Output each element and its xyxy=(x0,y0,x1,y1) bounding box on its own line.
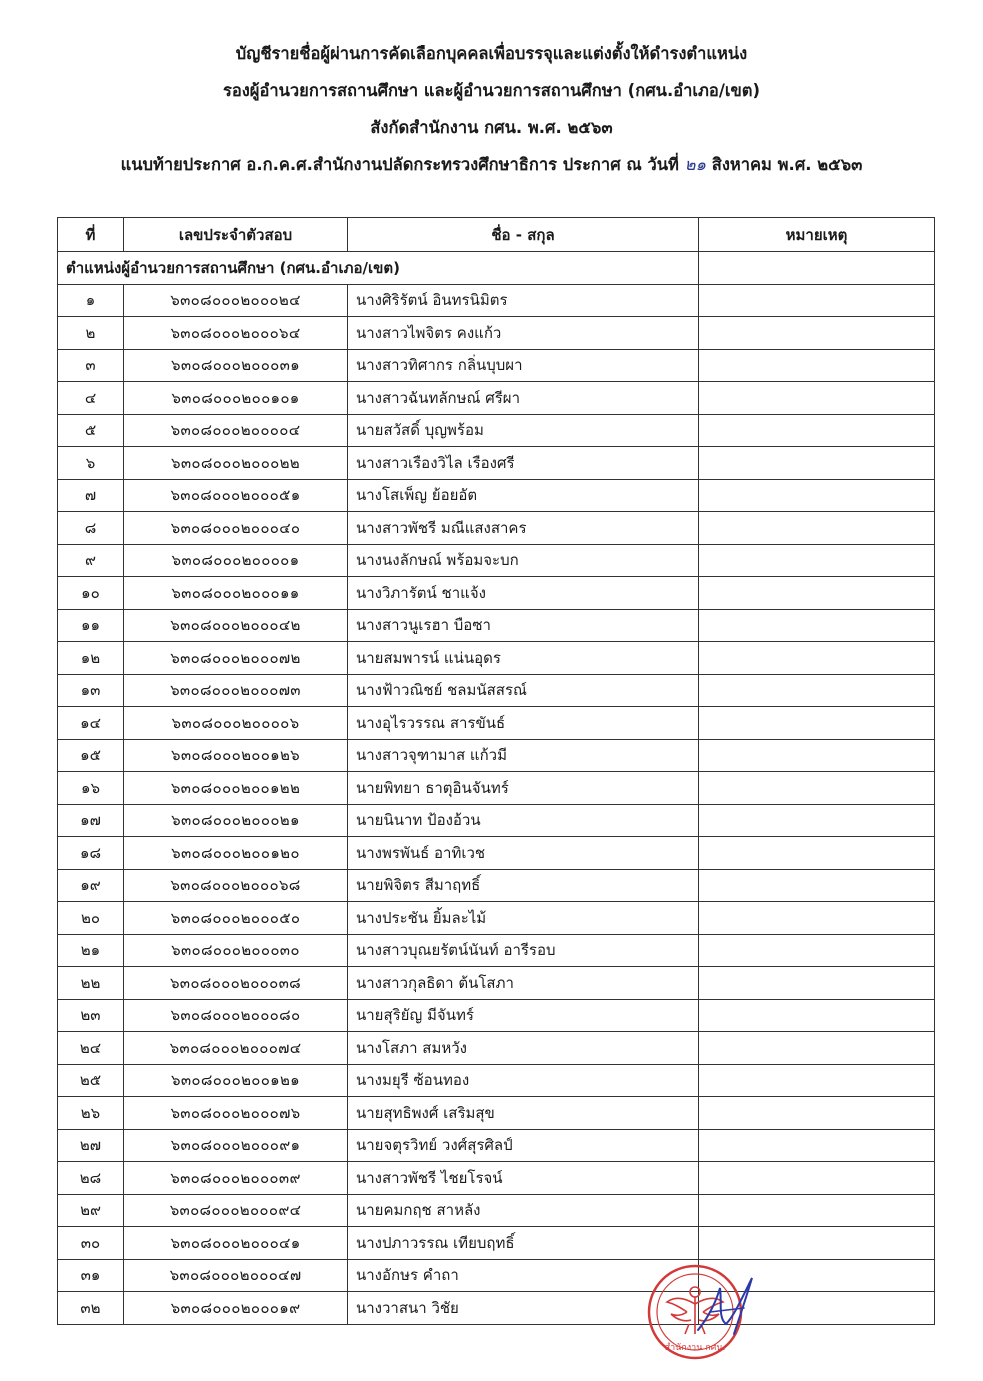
table-row xyxy=(58,1162,935,1195)
name-cell: นางพรพันธ์ อาทิเวช xyxy=(348,837,699,870)
table-row xyxy=(58,967,935,1000)
signature-stroke xyxy=(698,1278,752,1334)
table-row xyxy=(58,804,935,837)
row-number: ๑๕ xyxy=(58,739,124,772)
row-number: ๒๓ xyxy=(58,999,124,1032)
table-row xyxy=(58,1259,935,1292)
table-row xyxy=(58,999,935,1032)
row-number: ๒ xyxy=(58,317,124,350)
remark-cell xyxy=(699,1032,935,1065)
title-line-4 xyxy=(0,155,983,175)
exam-id-cell: ๖๓๐๘๐๐๐๒๐๐๐๐๖ xyxy=(124,707,348,740)
name-cell: นางสาวพัชรี ไชยโรจน์ xyxy=(348,1162,699,1195)
remark-cell xyxy=(699,284,935,317)
name-cell: นางปภาวรรณ เทียบฤทธิ์ xyxy=(348,1227,699,1260)
table-row xyxy=(58,577,935,610)
table-row xyxy=(58,1227,935,1260)
exam-id-cell: ๖๓๐๘๐๐๐๒๐๐๐๕๐ xyxy=(124,902,348,935)
table-header-row xyxy=(58,218,935,252)
remark-cell xyxy=(699,707,935,740)
name-cell: นางสาวกุลธิดา ต้นโสภา xyxy=(348,967,699,1000)
table-row xyxy=(58,414,935,447)
exam-id-cell: ๖๓๐๘๐๐๐๒๐๐๐๙๑ xyxy=(124,1129,348,1162)
exam-id-cell: ๖๓๐๘๐๐๐๒๐๐๐๓๐ xyxy=(124,934,348,967)
name-cell: นายสุริยัญ มีจันทร์ xyxy=(348,999,699,1032)
remark-cell xyxy=(699,349,935,382)
exam-id-cell: ๖๓๐๘๐๐๐๒๐๐๐๖๘ xyxy=(124,869,348,902)
exam-id-cell: ๖๓๐๘๐๐๐๒๐๐๐๒๑ xyxy=(124,804,348,837)
row-number: ๗ xyxy=(58,479,124,512)
exam-id-cell: ๖๓๐๘๐๐๐๒๐๐๐๓๙ xyxy=(124,1162,348,1195)
exam-id-cell: ๖๓๐๘๐๐๐๒๐๐๐๓๑ xyxy=(124,349,348,382)
remark-cell xyxy=(699,837,935,870)
table-row xyxy=(58,1032,935,1065)
candidate-table xyxy=(57,217,935,1325)
name-cell: นางอุไรวรรณ สารขันธ์ xyxy=(348,707,699,740)
row-number: ๓ xyxy=(58,349,124,382)
table-row xyxy=(58,349,935,382)
seal-label: สำนักงาน กศน. xyxy=(664,1343,726,1353)
name-cell: นางฟ้าวณิชย์ ชลมนัสสรณ์ xyxy=(348,674,699,707)
name-cell: นางสาวทิศากร กลิ่นบุบผา xyxy=(348,349,699,382)
table-row xyxy=(58,1064,935,1097)
remark-cell xyxy=(699,869,935,902)
exam-id-cell: ๖๓๐๘๐๐๐๒๐๐๐๐๑ xyxy=(124,544,348,577)
exam-id-cell: ๖๓๐๘๐๐๐๒๐๐๐๔๒ xyxy=(124,609,348,642)
table-row xyxy=(58,869,935,902)
table-row xyxy=(58,1194,935,1227)
row-number: ๒๙ xyxy=(58,1194,124,1227)
name-cell: นางมยุรี ซ้อนทอง xyxy=(348,1064,699,1097)
name-cell: นางสาวไพจิตร คงแก้ว xyxy=(348,317,699,350)
name-cell: นางวาสนา วิชัย xyxy=(348,1292,699,1325)
row-number: ๑๘ xyxy=(58,837,124,870)
name-cell: นายสวัสดิ์ บุญพร้อม xyxy=(348,414,699,447)
announcement-suffix: สิงหาคม พ.ศ. ๒๕๖๓ xyxy=(711,155,863,174)
row-number: ๑๙ xyxy=(58,869,124,902)
exam-id-cell: ๖๓๐๘๐๐๐๒๐๐๑๒๖ xyxy=(124,739,348,772)
row-number: ๑๑ xyxy=(58,609,124,642)
table-row xyxy=(58,674,935,707)
table-row xyxy=(58,1097,935,1130)
row-number: ๑๔ xyxy=(58,707,124,740)
signature-underline xyxy=(710,1308,744,1312)
remark-cell xyxy=(699,1064,935,1097)
table-row xyxy=(58,512,935,545)
exam-id-cell: ๖๓๐๘๐๐๐๒๐๐๐๓๘ xyxy=(124,967,348,1000)
row-number: ๒๕ xyxy=(58,1064,124,1097)
col-header-name: ชื่อ - สกุล xyxy=(348,218,699,252)
section-remark-cell xyxy=(699,252,935,285)
name-cell: นางประชัน ยิ้มละไม้ xyxy=(348,902,699,935)
announcement-day: ๒๑ xyxy=(684,155,706,174)
announcement-prefix: แนบท้ายประกาศ อ.ก.ค.ศ.สำนักงานปลัดกระทรวงศึกษาธิการ ประกาศ ณ วันที่ xyxy=(120,155,679,174)
signature-icon xyxy=(690,1268,760,1344)
exam-id-cell: ๖๓๐๘๐๐๐๒๐๐๐๕๑ xyxy=(124,479,348,512)
name-cell: นายสมพารน์ แน่นอุดร xyxy=(348,642,699,675)
remark-cell xyxy=(699,674,935,707)
name-cell: นางสาวฉันทลักษณ์ ศรีผา xyxy=(348,382,699,415)
table-row xyxy=(58,317,935,350)
remark-cell xyxy=(699,1162,935,1195)
row-number: ๑๓ xyxy=(58,674,124,707)
remark-cell xyxy=(699,1194,935,1227)
table-row xyxy=(58,837,935,870)
remark-cell xyxy=(699,1227,935,1260)
exam-id-cell: ๖๓๐๘๐๐๐๒๐๐๐๗๓ xyxy=(124,674,348,707)
remark-cell xyxy=(699,1097,935,1130)
row-number: ๓๑ xyxy=(58,1259,124,1292)
remark-cell xyxy=(699,902,935,935)
row-number: ๒๗ xyxy=(58,1129,124,1162)
document-header xyxy=(0,44,983,192)
row-number: ๑๒ xyxy=(58,642,124,675)
table-row xyxy=(58,707,935,740)
section-row xyxy=(58,252,935,285)
exam-id-cell: ๖๓๐๘๐๐๐๒๐๐๑๐๑ xyxy=(124,382,348,415)
exam-id-cell: ๖๓๐๘๐๐๐๒๐๐๐๙๔ xyxy=(124,1194,348,1227)
table-row xyxy=(58,772,935,805)
name-cell: นายคมกฤช สาหลัง xyxy=(348,1194,699,1227)
remark-cell xyxy=(699,739,935,772)
name-cell: นางอักษร คำถา xyxy=(348,1259,699,1292)
row-number: ๒๐ xyxy=(58,902,124,935)
name-cell: นางสาวนูเรฮา บือซา xyxy=(348,609,699,642)
title-line-2: รองผู้อำนวยการสถานศึกษา และผู้อำนวยการสถานศึกษา (กศน.อำเภอ/เขต) xyxy=(222,81,761,100)
remark-cell xyxy=(699,382,935,415)
remark-cell xyxy=(699,967,935,1000)
remark-cell xyxy=(699,317,935,350)
exam-id-cell: ๖๓๐๘๐๐๐๒๐๐๐๗๒ xyxy=(124,642,348,675)
exam-id-cell: ๖๓๐๘๐๐๐๒๐๐๐๒๔ xyxy=(124,284,348,317)
row-number: ๑๐ xyxy=(58,577,124,610)
name-cell: นายสุทธิพงศ์ เสริมสุข xyxy=(348,1097,699,1130)
row-number: ๒๔ xyxy=(58,1032,124,1065)
exam-id-cell: ๖๓๐๘๐๐๐๒๐๐๐๔๑ xyxy=(124,1227,348,1260)
exam-id-cell: ๖๓๐๘๐๐๐๒๐๐๐๒๒ xyxy=(124,447,348,480)
exam-id-cell: ๖๓๐๘๐๐๐๒๐๐๐๑๑ xyxy=(124,577,348,610)
name-cell: นางสาวจุฑามาส แก้วมี xyxy=(348,739,699,772)
name-cell: นางโสภา สมหวัง xyxy=(348,1032,699,1065)
table-row xyxy=(58,902,935,935)
col-header-no: ที่ xyxy=(58,218,124,252)
table-row xyxy=(58,739,935,772)
row-number: ๒๑ xyxy=(58,934,124,967)
table-row xyxy=(58,1129,935,1162)
remark-cell xyxy=(699,1129,935,1162)
name-cell: นางวิภารัตน์ ชาแจ้ง xyxy=(348,577,699,610)
row-number: ๕ xyxy=(58,414,124,447)
row-number: ๑ xyxy=(58,284,124,317)
title-line-1: บัญชีรายชื่อผู้ผ่านการคัดเลือกบุคคลเพื่อบรรจุและแต่งตั้งให้ดำรงตำแหน่ง xyxy=(235,44,748,63)
row-number: ๒๘ xyxy=(58,1162,124,1195)
exam-id-cell: ๖๓๐๘๐๐๐๒๐๐๐๔๗ xyxy=(124,1259,348,1292)
name-cell: นางศิริรัตน์ อินทรนิมิตร xyxy=(348,284,699,317)
remark-cell xyxy=(699,772,935,805)
row-number: ๔ xyxy=(58,382,124,415)
table-row xyxy=(58,544,935,577)
name-cell: นางนงลักษณ์ พร้อมจะบก xyxy=(348,544,699,577)
col-header-remark: หมายเหตุ xyxy=(699,218,935,252)
exam-id-cell: ๖๓๐๘๐๐๐๒๐๐๐๗๔ xyxy=(124,1032,348,1065)
remark-cell xyxy=(699,609,935,642)
row-number: ๙ xyxy=(58,544,124,577)
exam-id-cell: ๖๓๐๘๐๐๐๒๐๐๐๗๖ xyxy=(124,1097,348,1130)
name-cell: นายพิจิตร สีมาฤทธิ์ xyxy=(348,869,699,902)
table-row xyxy=(58,642,935,675)
name-cell: นางสาวพัชรี มณีแสงสาคร xyxy=(348,512,699,545)
remark-cell xyxy=(699,804,935,837)
exam-id-cell: ๖๓๐๘๐๐๐๒๐๐๐๖๔ xyxy=(124,317,348,350)
title-line-3: สังกัดสำนักงาน กศน. พ.ศ. ๒๕๖๓ xyxy=(370,118,613,137)
remark-cell xyxy=(699,577,935,610)
name-cell: นางสาวบุณยรัตน์นันท์ อารีรอบ xyxy=(348,934,699,967)
remark-cell xyxy=(699,642,935,675)
exam-id-cell: ๖๓๐๘๐๐๐๒๐๐๐๔๐ xyxy=(124,512,348,545)
table-row xyxy=(58,382,935,415)
row-number: ๖ xyxy=(58,447,124,480)
exam-id-cell: ๖๓๐๘๐๐๐๒๐๐๐๘๐ xyxy=(124,999,348,1032)
table-row xyxy=(58,479,935,512)
row-number: ๒๖ xyxy=(58,1097,124,1130)
row-number: ๒๒ xyxy=(58,967,124,1000)
remark-cell xyxy=(699,544,935,577)
exam-id-cell: ๖๓๐๘๐๐๐๒๐๐๑๒๒ xyxy=(124,772,348,805)
row-number: ๑๗ xyxy=(58,804,124,837)
remark-cell xyxy=(699,512,935,545)
name-cell: นางสาวเรืองวิไล เรืองศรี xyxy=(348,447,699,480)
row-number: ๘ xyxy=(58,512,124,545)
exam-id-cell: ๖๓๐๘๐๐๐๒๐๐๑๒๑ xyxy=(124,1064,348,1097)
exam-id-cell: ๖๓๐๘๐๐๐๒๐๐๐๑๙ xyxy=(124,1292,348,1325)
name-cell: นายนินาท ป้องอ้วน xyxy=(348,804,699,837)
remark-cell xyxy=(699,447,935,480)
name-cell: นายจตุรวิทย์ วงศ์สุรศิลป์ xyxy=(348,1129,699,1162)
remark-cell xyxy=(699,999,935,1032)
exam-id-cell: ๖๓๐๘๐๐๐๒๐๐๑๒๐ xyxy=(124,837,348,870)
table-row xyxy=(58,284,935,317)
remark-cell xyxy=(699,479,935,512)
table-row xyxy=(58,1292,935,1325)
section-title: ตำแหน่งผู้อำนวยการสถานศึกษา (กศน.อำเภอ/เขต) xyxy=(58,252,699,285)
table-row xyxy=(58,447,935,480)
remark-cell xyxy=(699,414,935,447)
table-row xyxy=(58,609,935,642)
table-row xyxy=(58,934,935,967)
row-number: ๑๖ xyxy=(58,772,124,805)
name-cell: นายพิทยา ธาตุอินจันทร์ xyxy=(348,772,699,805)
name-cell: นางโสเพ็ญ ย้อยอัต xyxy=(348,479,699,512)
row-number: ๓๐ xyxy=(58,1227,124,1260)
exam-id-cell: ๖๓๐๘๐๐๐๒๐๐๐๐๔ xyxy=(124,414,348,447)
remark-cell xyxy=(699,934,935,967)
col-header-exam-id: เลขประจำตัวสอบ xyxy=(124,218,348,252)
row-number: ๓๒ xyxy=(58,1292,124,1325)
